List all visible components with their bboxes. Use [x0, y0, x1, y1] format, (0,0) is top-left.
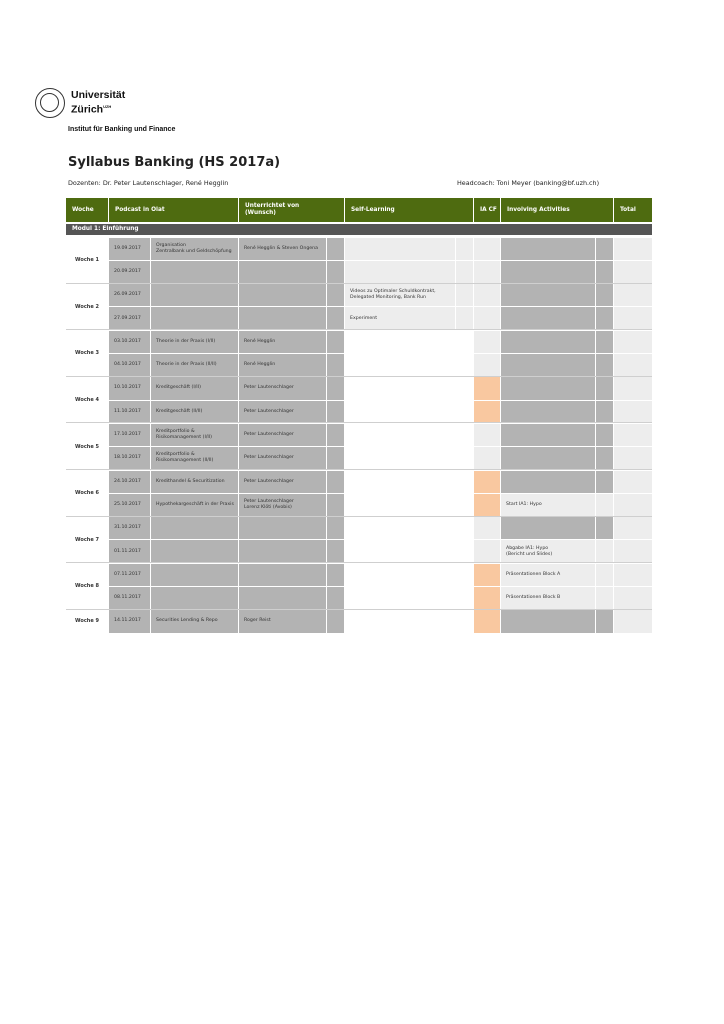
university-name-line2: Zürich	[71, 103, 104, 116]
cell-activity	[501, 284, 595, 306]
cell-activity	[501, 587, 595, 609]
cell-activity	[501, 471, 595, 493]
cell-text-teacher: René Hegglin & Steven Ongena	[244, 245, 319, 251]
cell-x1	[327, 377, 344, 399]
cell-total	[614, 517, 652, 539]
cell-x1	[327, 401, 344, 423]
university-abbr: UZH	[103, 104, 112, 110]
cell-text-date: 18.10.2017	[114, 455, 141, 461]
cell-x3	[596, 471, 613, 493]
cell-text-date: 04.10.2017	[114, 362, 141, 368]
cell-text-teacher: Peter Lautenschlager Lorenz Klöti (Avobis)	[244, 498, 294, 510]
cell-total	[614, 331, 652, 353]
cell-x2	[456, 424, 473, 446]
cell-text-date: 07.11.2017	[114, 571, 141, 577]
cell-x3	[596, 261, 613, 283]
week-label: Woche 8	[75, 583, 99, 590]
cell-activity	[501, 564, 595, 586]
cell-text-teacher: René Hegglin	[244, 362, 276, 368]
cell-self	[345, 261, 455, 283]
cell-self	[345, 447, 455, 469]
university-name	[71, 90, 125, 116]
cell-iacf	[474, 424, 500, 446]
university-name-line1: Universität	[71, 89, 126, 102]
cell-activity	[501, 424, 595, 446]
cell-iacf	[474, 471, 500, 493]
cell-text-date: 19.09.2017	[114, 245, 141, 251]
cell-text-topic: Kredithandel & Securitization	[156, 478, 225, 484]
cell-teacher	[239, 447, 326, 469]
col-header-self-learning: Self-Learning	[345, 198, 473, 222]
cell-x3	[596, 354, 613, 376]
cell-x2	[456, 471, 473, 493]
cell-x2	[456, 331, 473, 353]
cell-x2	[456, 447, 473, 469]
cell-date	[109, 471, 150, 493]
cell-total	[614, 587, 652, 609]
cell-topic	[151, 587, 238, 609]
week-label: Woche 7	[75, 536, 99, 543]
week-divider	[66, 609, 652, 610]
cell-self	[345, 331, 455, 353]
cell-total	[614, 284, 652, 306]
cell-x1	[327, 471, 344, 493]
cell-iacf	[474, 517, 500, 539]
cell-topic	[151, 610, 238, 632]
cell-topic	[151, 471, 238, 493]
cell-x2	[456, 587, 473, 609]
cell-teacher	[239, 284, 326, 306]
cell-x1	[327, 284, 344, 306]
cell-total	[614, 564, 652, 586]
cell-date	[109, 517, 150, 539]
cell-x2	[456, 354, 473, 376]
cell-x1	[327, 587, 344, 609]
cell-date	[109, 354, 150, 376]
cell-activity	[501, 517, 595, 539]
cell-text-date: 17.10.2017	[114, 432, 141, 438]
cell-topic	[151, 517, 238, 539]
cell-activity	[501, 494, 595, 516]
cell-total	[614, 377, 652, 399]
page-blank-area	[0, 636, 724, 1024]
cell-activity	[501, 540, 595, 562]
cell-self	[345, 494, 455, 516]
cell-x2	[456, 238, 473, 260]
cell-x1	[327, 494, 344, 516]
cell-text-teacher: Peter Lautenschlager	[244, 455, 294, 461]
cell-teacher	[239, 610, 326, 632]
cell-iacf	[474, 238, 500, 260]
cell-topic	[151, 401, 238, 423]
cell-self	[345, 610, 455, 632]
col-header-unterrichtet: Unterrichtet von (Wunsch)	[239, 198, 344, 222]
cell-text-date: 27.09.2017	[114, 315, 141, 321]
cell-topic	[151, 377, 238, 399]
cell-total	[614, 540, 652, 562]
cell-x2	[456, 517, 473, 539]
cell-x3	[596, 517, 613, 539]
cell-topic	[151, 494, 238, 516]
cell-x2	[456, 540, 473, 562]
cell-total	[614, 447, 652, 469]
week-label: Woche 5	[75, 443, 99, 450]
cell-total	[614, 610, 652, 632]
cell-x1	[327, 517, 344, 539]
cell-activity	[501, 610, 595, 632]
cell-text-topic: Kreditportfolio & Risikomanagement (II/II)	[156, 452, 214, 464]
cell-iacf	[474, 261, 500, 283]
cell-x2	[456, 564, 473, 586]
cell-text-activity: Start IA1: Hypo	[506, 501, 542, 507]
cell-self	[345, 377, 455, 399]
cell-topic	[151, 447, 238, 469]
cell-date	[109, 377, 150, 399]
cell-self	[345, 587, 455, 609]
cell-x1	[327, 424, 344, 446]
cell-x1	[327, 331, 344, 353]
cell-date	[109, 424, 150, 446]
institute-name: Institut für Banking und Finance	[68, 126, 176, 133]
cell-x2	[456, 261, 473, 283]
week-label: Woche 2	[75, 303, 99, 310]
cell-x3	[596, 284, 613, 306]
week-label: Woche 6	[75, 490, 99, 497]
cell-iacf	[474, 377, 500, 399]
cell-text-topic: Kreditgeschäft (II/II)	[156, 408, 203, 414]
cell-iacf	[474, 564, 500, 586]
cell-x3	[596, 238, 613, 260]
cell-teacher	[239, 401, 326, 423]
cell-activity	[501, 331, 595, 353]
cell-activity	[501, 307, 595, 329]
cell-teacher	[239, 238, 326, 260]
cell-iacf	[474, 610, 500, 632]
cell-topic	[151, 284, 238, 306]
cell-iacf	[474, 447, 500, 469]
cell-topic	[151, 307, 238, 329]
lecturers: Dozenten: Dr. Peter Lautenschlager, René Hegglin	[68, 179, 229, 187]
cell-self	[345, 401, 455, 423]
cell-self	[345, 564, 455, 586]
cell-self	[345, 238, 455, 260]
cell-text-teacher: Peter Lautenschlager	[244, 478, 294, 484]
week-label: Woche 4	[75, 397, 99, 404]
cell-text-teacher: Peter Lautenschlager	[244, 385, 294, 391]
cell-activity	[501, 354, 595, 376]
cell-total	[614, 354, 652, 376]
cell-teacher	[239, 424, 326, 446]
cell-text-activity: Präsentationen Block B	[506, 595, 561, 601]
cell-date	[109, 401, 150, 423]
cell-x1	[327, 610, 344, 632]
cell-text-date: 10.10.2017	[114, 385, 141, 391]
cell-teacher	[239, 261, 326, 283]
cell-date	[109, 307, 150, 329]
cell-text-date: 01.11.2017	[114, 548, 141, 554]
cell-text-date: 26.09.2017	[114, 292, 141, 298]
cell-self	[345, 424, 455, 446]
cell-x1	[327, 354, 344, 376]
cell-total	[614, 401, 652, 423]
week-label: Woche 9	[75, 618, 99, 625]
cell-iacf	[474, 331, 500, 353]
cell-total	[614, 261, 652, 283]
cell-date	[109, 261, 150, 283]
cell-total	[614, 238, 652, 260]
col-header-involving: Involving Activities	[501, 198, 613, 222]
cell-x1	[327, 447, 344, 469]
headcoach: Headcoach: Toni Meyer (banking@bf.uzh.ch)	[457, 179, 600, 187]
cell-topic	[151, 331, 238, 353]
cell-x3	[596, 424, 613, 446]
cell-teacher	[239, 517, 326, 539]
cell-text-activity: Präsentationen Block A	[506, 571, 561, 577]
cell-topic	[151, 424, 238, 446]
cell-topic	[151, 238, 238, 260]
cell-text-teacher: Peter Lautenschlager	[244, 432, 294, 438]
col-header-ia-cf: IA CF	[474, 198, 500, 222]
cell-total	[614, 424, 652, 446]
cell-x1	[327, 238, 344, 260]
cell-teacher	[239, 494, 326, 516]
cell-date	[109, 540, 150, 562]
cell-text-teacher: René Hegglin	[244, 338, 276, 344]
cell-x3	[596, 610, 613, 632]
cell-activity	[501, 377, 595, 399]
cell-x1	[327, 564, 344, 586]
cell-total	[614, 307, 652, 329]
cell-text-self: Videos zu Optimaler Schuldkontrakt, Delegated Monitoring, Bank Run	[350, 289, 436, 301]
cell-text-topic: Kreditportfolio & Risikomanagement (I/II)	[156, 429, 212, 441]
cell-self	[345, 284, 455, 306]
col-header-podcast: Podcast in Olat	[109, 198, 238, 222]
cell-activity	[501, 261, 595, 283]
cell-x2	[456, 307, 473, 329]
cell-activity	[501, 238, 595, 260]
cell-text-date: 24.10.2017	[114, 478, 141, 484]
week-label: Woche 1	[75, 257, 99, 264]
cell-teacher	[239, 564, 326, 586]
cell-x3	[596, 307, 613, 329]
cell-x3	[596, 447, 613, 469]
cell-iacf	[474, 354, 500, 376]
week-divider	[66, 562, 652, 563]
cell-teacher	[239, 307, 326, 329]
cell-x3	[596, 331, 613, 353]
cell-text-date: 11.10.2017	[114, 408, 141, 414]
cell-iacf	[474, 540, 500, 562]
week-divider	[66, 469, 652, 470]
week-divider	[66, 329, 652, 330]
cell-x3	[596, 401, 613, 423]
cell-teacher	[239, 331, 326, 353]
cell-date	[109, 284, 150, 306]
cell-text-activity: Abgabe IA1: Hypo (Bericht und Slides)	[506, 545, 553, 557]
cell-x1	[327, 540, 344, 562]
cell-date	[109, 238, 150, 260]
cell-total	[614, 494, 652, 516]
cell-topic	[151, 261, 238, 283]
cell-text-date: 31.10.2017	[114, 525, 141, 531]
cell-iacf	[474, 401, 500, 423]
university-logo	[35, 88, 125, 118]
cell-text-self: Experiment	[350, 315, 378, 321]
cell-x3	[596, 564, 613, 586]
cell-x2	[456, 284, 473, 306]
cell-x1	[327, 307, 344, 329]
cell-iacf	[474, 284, 500, 306]
cell-iacf	[474, 494, 500, 516]
week-divider	[66, 283, 652, 284]
cell-self	[345, 307, 455, 329]
cell-self	[345, 540, 455, 562]
cell-text-topic: Securities Lending & Repo	[156, 618, 218, 624]
cell-date	[109, 331, 150, 353]
cell-text-date: 03.10.2017	[114, 338, 141, 344]
cell-x2	[456, 494, 473, 516]
cell-text-teacher: Roger Reist	[244, 618, 271, 624]
cell-text-topic: Hypothekargeschäft in der Praxis	[156, 501, 234, 507]
cell-teacher	[239, 587, 326, 609]
cell-iacf	[474, 307, 500, 329]
cell-text-date: 20.09.2017	[114, 268, 141, 274]
cell-text-date: 08.11.2017	[114, 595, 141, 601]
week-divider	[66, 422, 652, 423]
cell-x1	[327, 261, 344, 283]
cell-text-topic: Theorie in der Praxis (I/II)	[156, 338, 216, 344]
cell-x3	[596, 587, 613, 609]
col-header-total: Total	[614, 198, 652, 222]
cell-date	[109, 587, 150, 609]
cell-self	[345, 517, 455, 539]
page-title: Syllabus Banking (HS 2017a)	[68, 155, 281, 170]
week-divider	[66, 516, 652, 517]
cell-x2	[456, 610, 473, 632]
cell-topic	[151, 354, 238, 376]
cell-date	[109, 494, 150, 516]
cell-activity	[501, 447, 595, 469]
cell-x3	[596, 494, 613, 516]
cell-total	[614, 471, 652, 493]
cell-text-date: 25.10.2017	[114, 501, 141, 507]
cell-teacher	[239, 540, 326, 562]
cell-topic	[151, 564, 238, 586]
week-label: Woche 3	[75, 350, 99, 357]
col-header-woche: Woche	[66, 198, 108, 222]
week-divider	[66, 376, 652, 377]
module-header: Modul 1: Einführung	[66, 224, 652, 235]
cell-text-date: 14.11.2017	[114, 618, 141, 624]
cell-teacher	[239, 471, 326, 493]
cell-x2	[456, 377, 473, 399]
cell-date	[109, 447, 150, 469]
university-seal-icon	[35, 88, 65, 118]
cell-text-topic: Theorie in der Praxis (II/II)	[156, 362, 217, 368]
cell-self	[345, 471, 455, 493]
cell-activity	[501, 401, 595, 423]
cell-iacf	[474, 587, 500, 609]
cell-x3	[596, 377, 613, 399]
cell-date	[109, 610, 150, 632]
cell-teacher	[239, 377, 326, 399]
cell-text-topic: Organisation Zentralbank und Geldschöpfung	[156, 242, 232, 254]
cell-topic	[151, 540, 238, 562]
cell-self	[345, 354, 455, 376]
cell-text-topic: Kreditgeschäft (I/II)	[156, 385, 201, 391]
cell-x2	[456, 401, 473, 423]
cell-text-teacher: Peter Lautenschlager	[244, 408, 294, 414]
cell-date	[109, 564, 150, 586]
cell-teacher	[239, 354, 326, 376]
cell-x3	[596, 540, 613, 562]
